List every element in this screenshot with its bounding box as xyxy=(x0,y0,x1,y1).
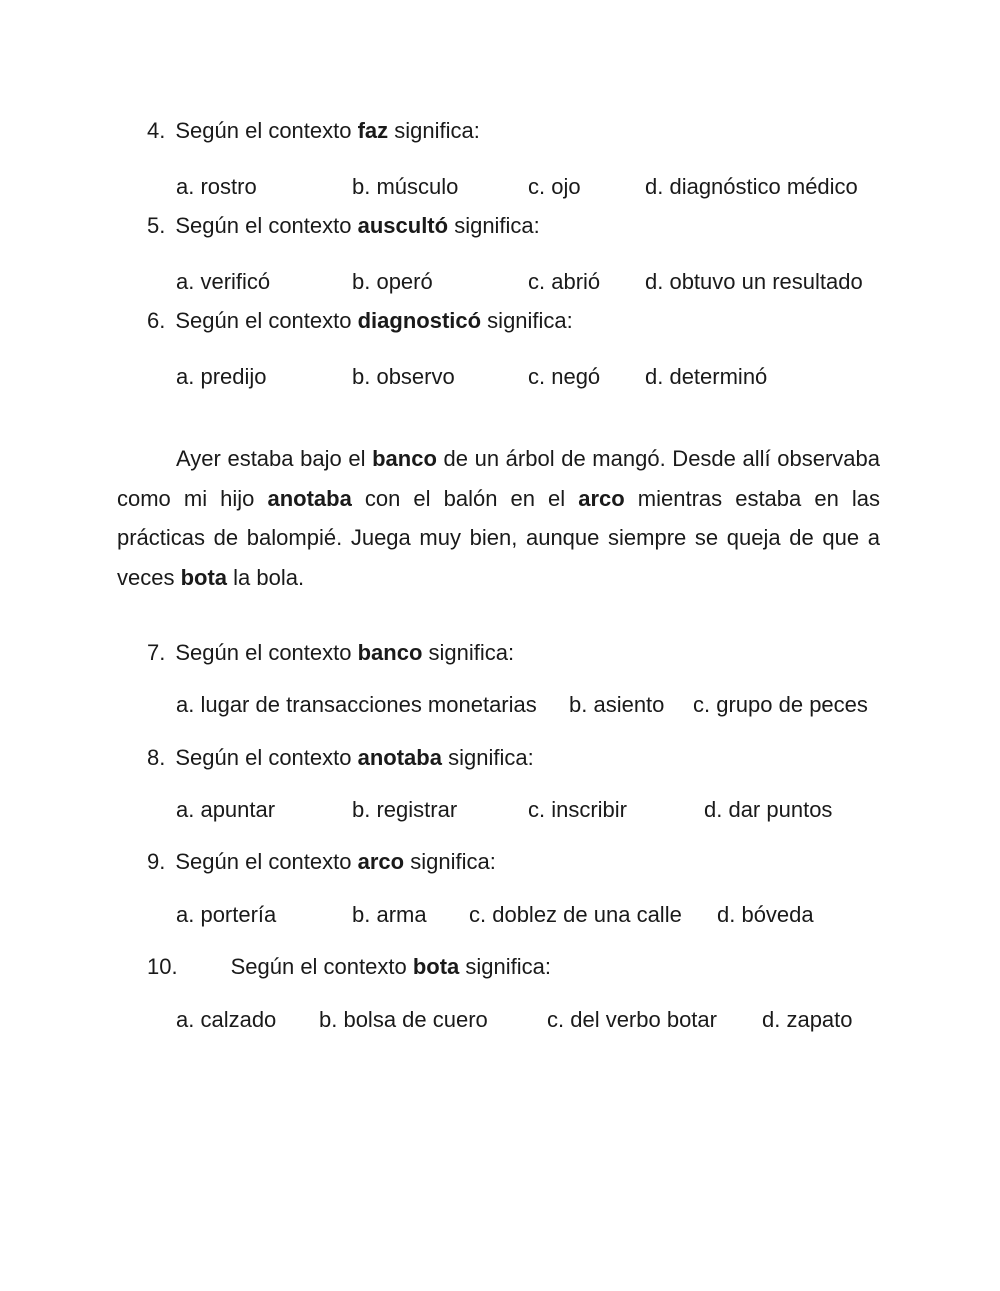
question-suffix: significa: xyxy=(459,954,552,979)
option-5b[interactable]: b. operó xyxy=(352,269,433,294)
paragraph-text-5: la bola. xyxy=(227,564,305,590)
paragraph-keyword-arco: arco xyxy=(578,485,625,511)
question-number: 6. xyxy=(147,308,166,333)
question-prefix: Según el contexto xyxy=(175,849,358,874)
option-4c[interactable]: c. ojo xyxy=(528,174,581,199)
question-7 xyxy=(147,640,514,666)
question-10 xyxy=(147,954,551,980)
question-prefix: Según el contexto xyxy=(175,118,358,143)
question-number: 9. xyxy=(147,849,166,874)
paragraph-text-2: de un árbol de mangó. Desde allí observaba como mi hijo xyxy=(117,446,880,511)
question-number: 5. xyxy=(147,213,166,238)
paragraph-text-3: con el balón en el xyxy=(351,485,579,511)
question-suffix: significa: xyxy=(388,118,480,143)
option-4b[interactable]: b. músculo xyxy=(352,174,459,199)
question-suffix: significa: xyxy=(404,849,496,874)
option-5c[interactable]: c. abrió xyxy=(528,269,601,294)
paragraph-text-4: mientras estaba en las prácticas de balompié. Juega muy bien, aunque siempre se queja de que a veces xyxy=(117,485,880,590)
option-9c[interactable]: c. doblez de una calle xyxy=(469,902,682,927)
question-number: 8. xyxy=(147,745,166,770)
option-8d[interactable]: d. dar puntos xyxy=(704,797,833,822)
option-6d[interactable]: d. determinó xyxy=(645,364,768,389)
option-10a[interactable]: a. calzado xyxy=(176,1007,277,1032)
option-6a[interactable]: a. predijo xyxy=(176,364,267,389)
question-suffix: significa: xyxy=(448,213,540,238)
question-prefix: Según el contexto xyxy=(175,640,358,665)
question-suffix: significa: xyxy=(481,308,573,333)
question-number: 10. xyxy=(147,954,178,979)
option-7a[interactable]: a. lugar de transacciones monetarias xyxy=(176,692,537,717)
option-10b[interactable]: b. bolsa de cuero xyxy=(319,1007,488,1032)
question-number: 7. xyxy=(147,640,166,665)
option-4a[interactable]: a. rostro xyxy=(176,174,257,199)
option-7b[interactable]: b. asiento xyxy=(569,692,665,717)
question-keyword: anotaba xyxy=(357,745,442,770)
question-keyword: bota xyxy=(412,954,460,979)
option-9b[interactable]: b. arma xyxy=(352,902,427,927)
option-5a[interactable]: a. verificó xyxy=(176,269,271,294)
question-4 xyxy=(147,118,480,144)
option-10d[interactable]: d. zapato xyxy=(762,1007,853,1032)
question-keyword: auscultó xyxy=(357,213,449,238)
question-number: 4. xyxy=(147,118,166,143)
question-suffix: significa: xyxy=(441,745,534,770)
question-9 xyxy=(147,849,496,875)
paragraph-text-1: Ayer estaba bajo el xyxy=(176,446,373,471)
question-6 xyxy=(147,308,573,334)
option-5d[interactable]: d. obtuvo un resultado xyxy=(645,269,863,294)
question-prefix: Según el contexto xyxy=(230,954,413,979)
question-prefix: Según el contexto xyxy=(175,745,358,770)
option-8a[interactable]: a. apuntar xyxy=(176,797,276,822)
paragraph-keyword-bota: bota xyxy=(180,564,228,590)
question-prefix: Según el contexto xyxy=(175,308,358,333)
question-keyword: faz xyxy=(357,118,389,143)
question-suffix: significa: xyxy=(422,640,515,665)
paragraph-keyword-banco: banco xyxy=(372,446,437,471)
question-5 xyxy=(147,213,540,239)
option-8c[interactable]: c. inscribir xyxy=(528,797,628,822)
question-8 xyxy=(147,745,534,771)
option-9a[interactable]: a. portería xyxy=(176,902,277,927)
paragraph-keyword-anotaba: anotaba xyxy=(267,485,352,511)
option-10c[interactable]: c. del verbo botar xyxy=(547,1007,717,1032)
reading-paragraph xyxy=(117,439,880,597)
question-keyword: banco xyxy=(357,640,423,665)
question-keyword: arco xyxy=(357,849,405,874)
option-7c[interactable]: c. grupo de peces xyxy=(693,692,868,717)
option-6c[interactable]: c. negó xyxy=(528,364,601,389)
option-9d[interactable]: d. bóveda xyxy=(717,902,814,927)
option-6b[interactable]: b. observo xyxy=(352,364,455,389)
option-8b[interactable]: b. registrar xyxy=(352,797,458,822)
option-4d[interactable]: d. diagnóstico médico xyxy=(645,174,858,199)
question-prefix: Según el contexto xyxy=(175,213,358,238)
question-keyword: diagnosticó xyxy=(357,308,482,333)
